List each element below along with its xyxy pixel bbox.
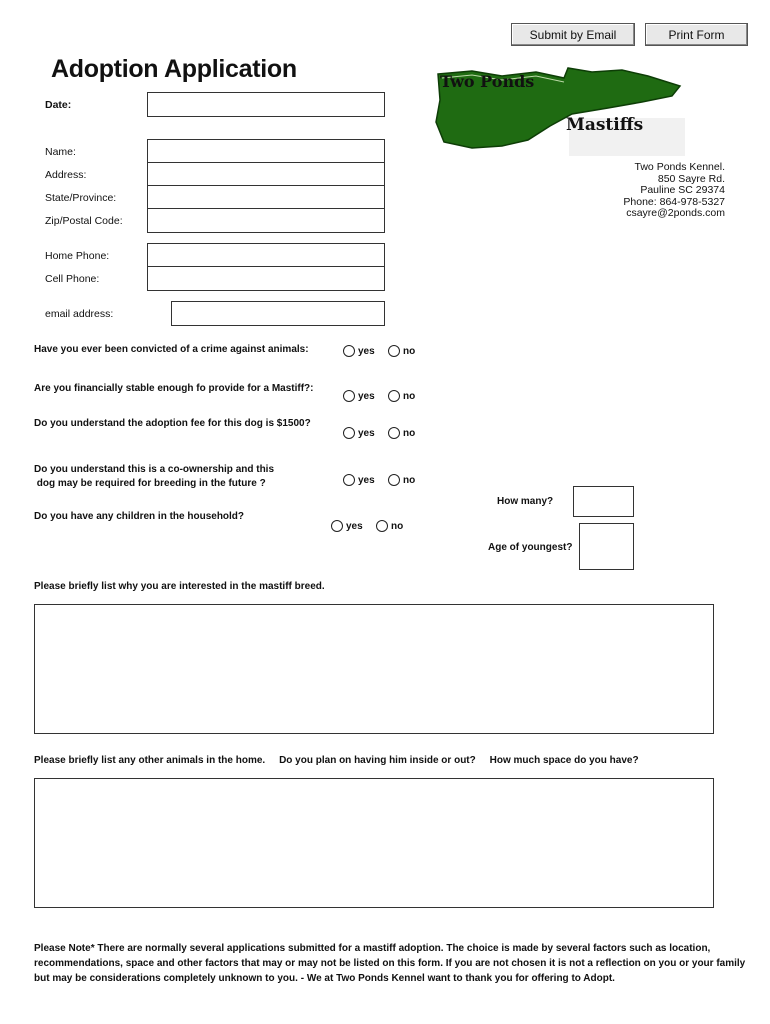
q2-yes-option[interactable] bbox=[343, 390, 375, 402]
other-animals-textarea[interactable] bbox=[34, 778, 714, 908]
question-co-ownership bbox=[34, 463, 274, 491]
q2-no-option[interactable] bbox=[388, 390, 415, 402]
two-ponds-logo bbox=[432, 66, 688, 156]
q3-no-option[interactable] bbox=[388, 427, 415, 439]
address-field[interactable] bbox=[147, 162, 385, 186]
kennel-email: csayre@2ponds.com bbox=[626, 207, 725, 219]
kennel-street: 850 Sayre Rd. bbox=[657, 172, 725, 185]
email-label: email address: bbox=[45, 308, 114, 320]
q1-no-label: no bbox=[403, 345, 416, 357]
how-many-label: How many? bbox=[497, 496, 554, 507]
q3-no-radio[interactable] bbox=[388, 427, 400, 439]
q3-yes-radio[interactable] bbox=[343, 427, 355, 439]
cell-phone-label: Cell Phone: bbox=[45, 273, 100, 285]
q3-yes-label: yes bbox=[358, 427, 375, 439]
logo-text-two-ponds: Two Ponds bbox=[440, 72, 535, 91]
q4-yes-label: yes bbox=[358, 474, 375, 486]
q2-no-label: no bbox=[403, 390, 416, 402]
q5-yes-label: yes bbox=[346, 520, 363, 532]
q4-yes-option[interactable] bbox=[343, 474, 375, 486]
home-phone-label: Home Phone: bbox=[45, 250, 110, 262]
question-financial: Are you financially stable enough fo provide for a Mastiff?: bbox=[34, 383, 314, 394]
date-label: Date: bbox=[45, 99, 72, 111]
q3-no-label: no bbox=[403, 427, 416, 439]
state-field[interactable] bbox=[147, 185, 385, 209]
q4-yes-radio[interactable] bbox=[343, 474, 355, 486]
q4-no-option[interactable] bbox=[388, 474, 415, 486]
q1-no-option[interactable] bbox=[388, 345, 415, 357]
q5-no-radio[interactable] bbox=[376, 520, 388, 532]
q4-no-radio[interactable] bbox=[388, 474, 400, 486]
kennel-phone: Phone: 864-978-5327 bbox=[623, 195, 725, 208]
name-label: Name: bbox=[45, 146, 76, 158]
page-title: Adoption Application bbox=[51, 55, 297, 83]
question-children: Do you have any children in the household? bbox=[34, 511, 245, 522]
submit-by-email-button[interactable]: Submit by Email bbox=[511, 23, 635, 46]
question-crime: Have you ever been convicted of a crime against animals: bbox=[34, 344, 309, 355]
adoption-note: Please Note* There are normally several applications submitted for a mastiff adoption. The choice is made by several factors such as location, recommendations, space and other factors that may or may not be listed on this form. If you are not chosen it is not a reflection on you or your family but may be considerations completely unknown to you. - We at Two Ponds Kennel want to thank you for offering to Adopt. bbox=[34, 943, 746, 984]
question-co-ownership-line2: dog may be required for breeding in the future ? bbox=[34, 478, 266, 489]
state-label: State/Province: bbox=[45, 192, 117, 204]
zip-label: Zip/Postal Code: bbox=[45, 215, 123, 227]
print-form-button[interactable]: Print Form bbox=[645, 23, 748, 46]
why-mastiff-label: Please briefly list why you are interested in the mastiff breed. bbox=[34, 581, 325, 592]
why-mastiff-textarea[interactable] bbox=[34, 604, 714, 734]
q5-no-label: no bbox=[391, 520, 404, 532]
q4-no-label: no bbox=[403, 474, 416, 486]
question-fee: Do you understand the adoption fee for this dog is $1500? bbox=[34, 418, 311, 429]
q3-yes-option[interactable] bbox=[343, 427, 375, 439]
q5-yes-option[interactable] bbox=[331, 520, 363, 532]
kennel-name: Two Ponds Kennel. bbox=[634, 161, 725, 173]
q1-yes-label: yes bbox=[358, 345, 375, 357]
date-field[interactable] bbox=[147, 92, 385, 117]
q2-yes-radio[interactable] bbox=[343, 390, 355, 402]
q5-yes-radio[interactable] bbox=[331, 520, 343, 532]
cell-phone-field[interactable] bbox=[147, 266, 385, 291]
question-co-ownership-line1: Do you understand this is a co-ownership and this bbox=[34, 464, 275, 475]
age-youngest-field[interactable] bbox=[579, 523, 634, 570]
name-field[interactable] bbox=[147, 139, 385, 163]
q2-yes-label: yes bbox=[358, 390, 375, 402]
q1-yes-radio[interactable] bbox=[343, 345, 355, 357]
home-phone-field[interactable] bbox=[147, 243, 385, 267]
logo-text-mastiffs: Mastiffs bbox=[566, 115, 644, 135]
kennel-city: Pauline SC 29374 bbox=[640, 184, 725, 196]
q1-no-radio[interactable] bbox=[388, 345, 400, 357]
age-youngest-label: Age of youngest? bbox=[488, 542, 573, 553]
q2-no-radio[interactable] bbox=[388, 390, 400, 402]
q1-yes-option[interactable] bbox=[343, 345, 375, 357]
how-many-field[interactable] bbox=[573, 486, 634, 517]
address-label: Address: bbox=[45, 169, 87, 181]
kennel-address bbox=[623, 162, 725, 220]
email-field[interactable] bbox=[171, 301, 385, 326]
other-animals-label: Please briefly list any other animals in the home. Do you plan on having him inside or out? How much space do you have? bbox=[34, 755, 639, 766]
q5-no-option[interactable] bbox=[376, 520, 403, 532]
zip-field[interactable] bbox=[147, 208, 385, 233]
